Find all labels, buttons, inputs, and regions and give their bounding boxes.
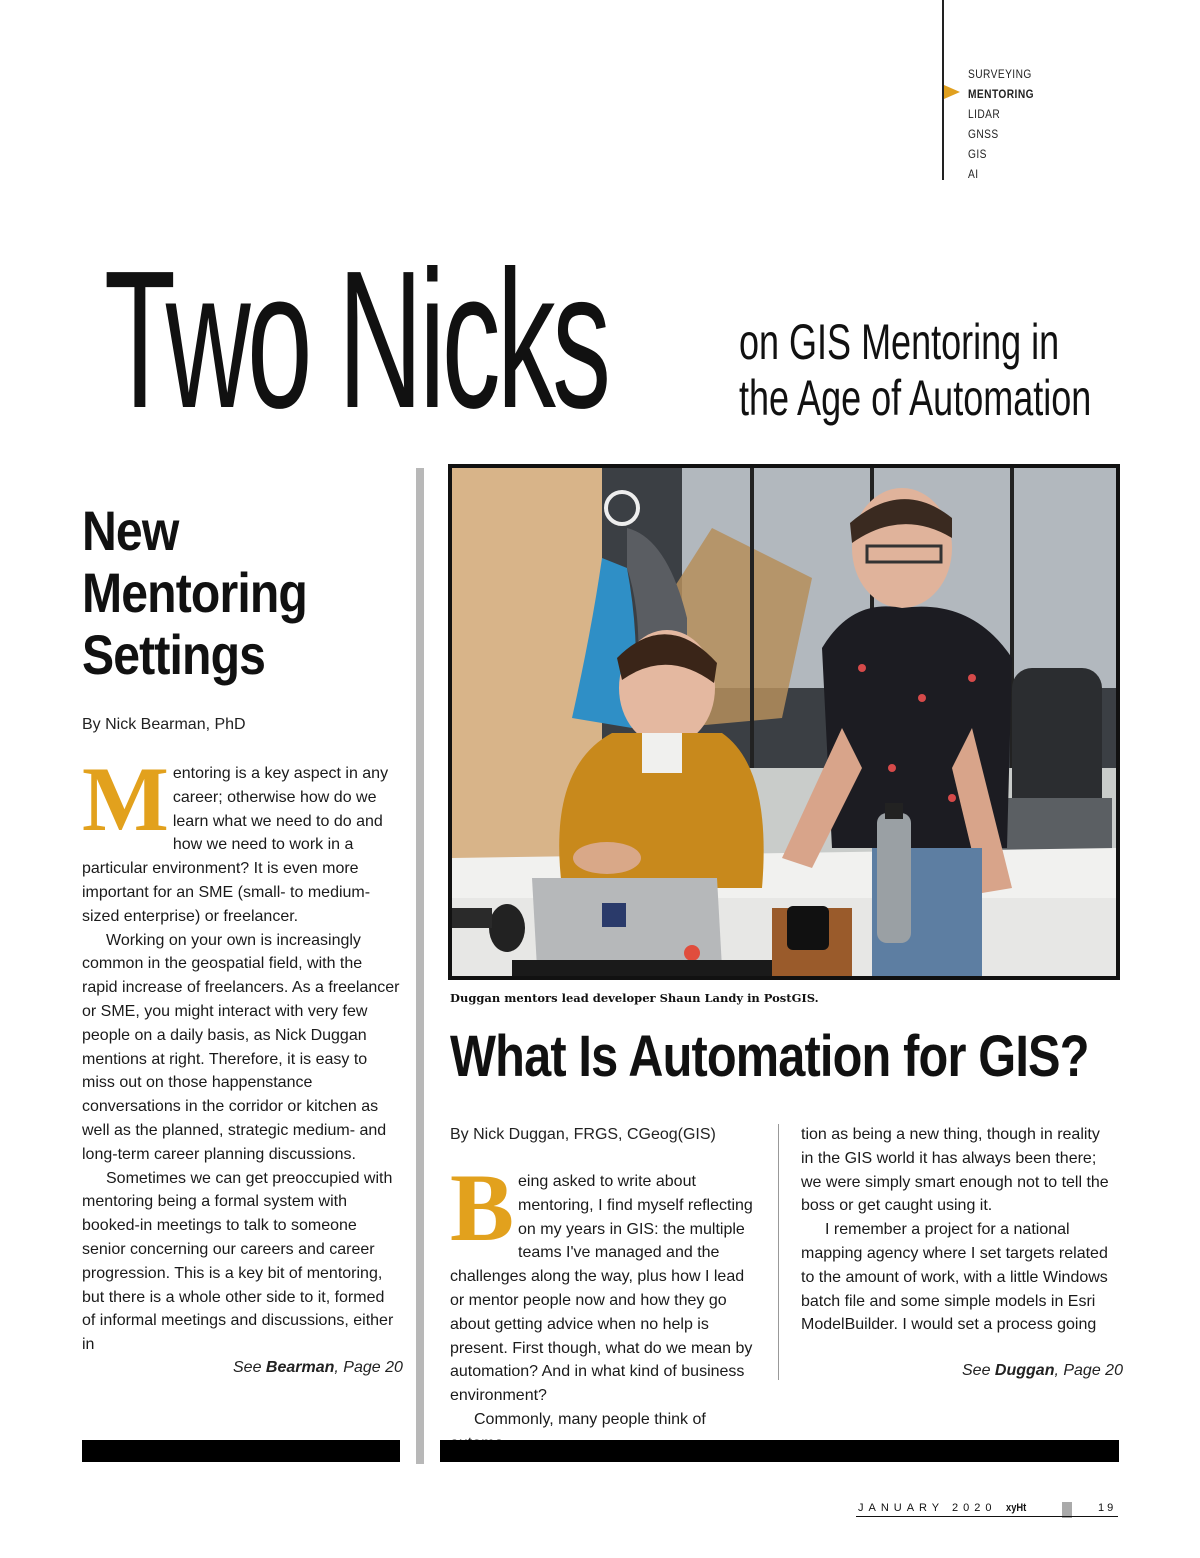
dropcap: B xyxy=(450,1154,515,1261)
subtitle-line-1: on GIS Mentoring in xyxy=(739,314,1060,370)
paragraph-text: entoring is a key aspect in any career; otherwise how do we learn what we need to do and how we need to work in a particular environment? It is even more important for an SME (small- to medium-sized enterprise) or freelancer. xyxy=(82,765,389,925)
section-nav xyxy=(968,64,1046,184)
dropcap: M xyxy=(82,748,169,850)
column-rule xyxy=(778,1124,779,1380)
see-prefix: See xyxy=(233,1359,266,1376)
left-article-headline xyxy=(82,500,366,686)
paragraph: Working on your own is increasingly common in the geospatial field, with the rapid increase of freelancers. As a freelancer or SME, you might interact with very few people on a daily basis, as Nick Duggan mentions at right. Therefore, it is easy to miss out on those happenstance conversations in the corridor or kitchen as well as the planned, strategic medium- and long-term career planning discussions. xyxy=(82,931,400,1163)
see-page: , Page 20 xyxy=(334,1359,403,1376)
subtitle-line-2: the Age of Automation xyxy=(739,370,1092,426)
photo-illustration xyxy=(452,468,1116,976)
bottom-bar-left xyxy=(82,1440,400,1462)
right-article-byline: By Nick Duggan, FRGS, CGeog(GIS) xyxy=(450,1126,716,1143)
left-headline-line: New xyxy=(82,499,179,562)
left-headline-line: Mentoring xyxy=(82,561,307,624)
nav-item-ai[interactable]: AI xyxy=(968,167,979,181)
paragraph: Commonly, many people think of xyxy=(474,1410,706,1428)
nav-item-gis[interactable]: GIS xyxy=(968,147,987,161)
left-article-body xyxy=(82,748,400,1357)
nav-item-gnss[interactable]: GNSS xyxy=(968,127,999,141)
column-divider xyxy=(416,468,424,1464)
page-subtitle xyxy=(739,314,1091,426)
right-article-headline: What Is Automation for GIS? xyxy=(450,1024,1089,1089)
active-section-marker-icon xyxy=(944,85,960,99)
paragraph: I remember a project for a national mapping agency where I set targets related to the amount of work, with a little Windows batch file and some simple models in Esri ModelBuilder. I would set a process going xyxy=(801,1221,1108,1334)
photo-caption: Duggan mentors lead developer Shaun Landy in PostGIS. xyxy=(450,991,819,1005)
footer-magazine: xyHt xyxy=(1006,1502,1027,1514)
nav-item-lidar[interactable]: LIDAR xyxy=(968,107,1001,121)
nav-item-surveying[interactable]: SURVEYING xyxy=(968,67,1032,81)
paragraph xyxy=(450,1154,762,1408)
left-headline-line: Settings xyxy=(82,623,266,686)
nav-item-mentoring[interactable]: MENTORING xyxy=(968,87,1034,101)
right-article-column-1 xyxy=(450,1154,762,1456)
see-prefix: See xyxy=(962,1362,995,1379)
bottom-bar-right xyxy=(440,1440,1119,1462)
see-name: Duggan xyxy=(994,1362,1055,1379)
right-article-column-2 xyxy=(801,1123,1113,1337)
article-photo xyxy=(448,464,1120,980)
footer-issue: JANUARY 2020 xyxy=(858,1502,997,1514)
continued-reference[interactable] xyxy=(962,1362,1123,1380)
see-name: Bearman xyxy=(265,1359,335,1376)
paragraph: Sometimes we can get preoccupied with mentoring being a formal system with booked-in meetings to talk to someone senior concerning our careers and career progression. This is a key bit of mentoring, but there is a whole other side to it, formed of informal meetings and discussions, either in xyxy=(82,1169,394,1354)
page-number: 19 xyxy=(1098,1502,1117,1514)
paragraph-text: eing asked to write about mentoring, I find myself reflecting on my years in GIS: the multiple teams I've managed and the challenges along the way, plus how I lead or mentor people now and how they go about getting advice when no help is present. First though, what do we mean by automation? And in what kind of business environment? xyxy=(450,1173,753,1405)
left-article-byline: By Nick Bearman, PhD xyxy=(82,716,246,733)
see-page: , Page 20 xyxy=(1054,1362,1123,1379)
footer-rule xyxy=(856,1516,1118,1517)
paragraph: tion as being a new thing, though in reality in the GIS world it has always been there; we were simply smart enough not to tell the boss or get caught using it. xyxy=(801,1126,1109,1215)
paragraph xyxy=(82,748,400,929)
page-title: Two Nicks xyxy=(104,230,608,449)
continued-reference[interactable] xyxy=(233,1359,403,1377)
